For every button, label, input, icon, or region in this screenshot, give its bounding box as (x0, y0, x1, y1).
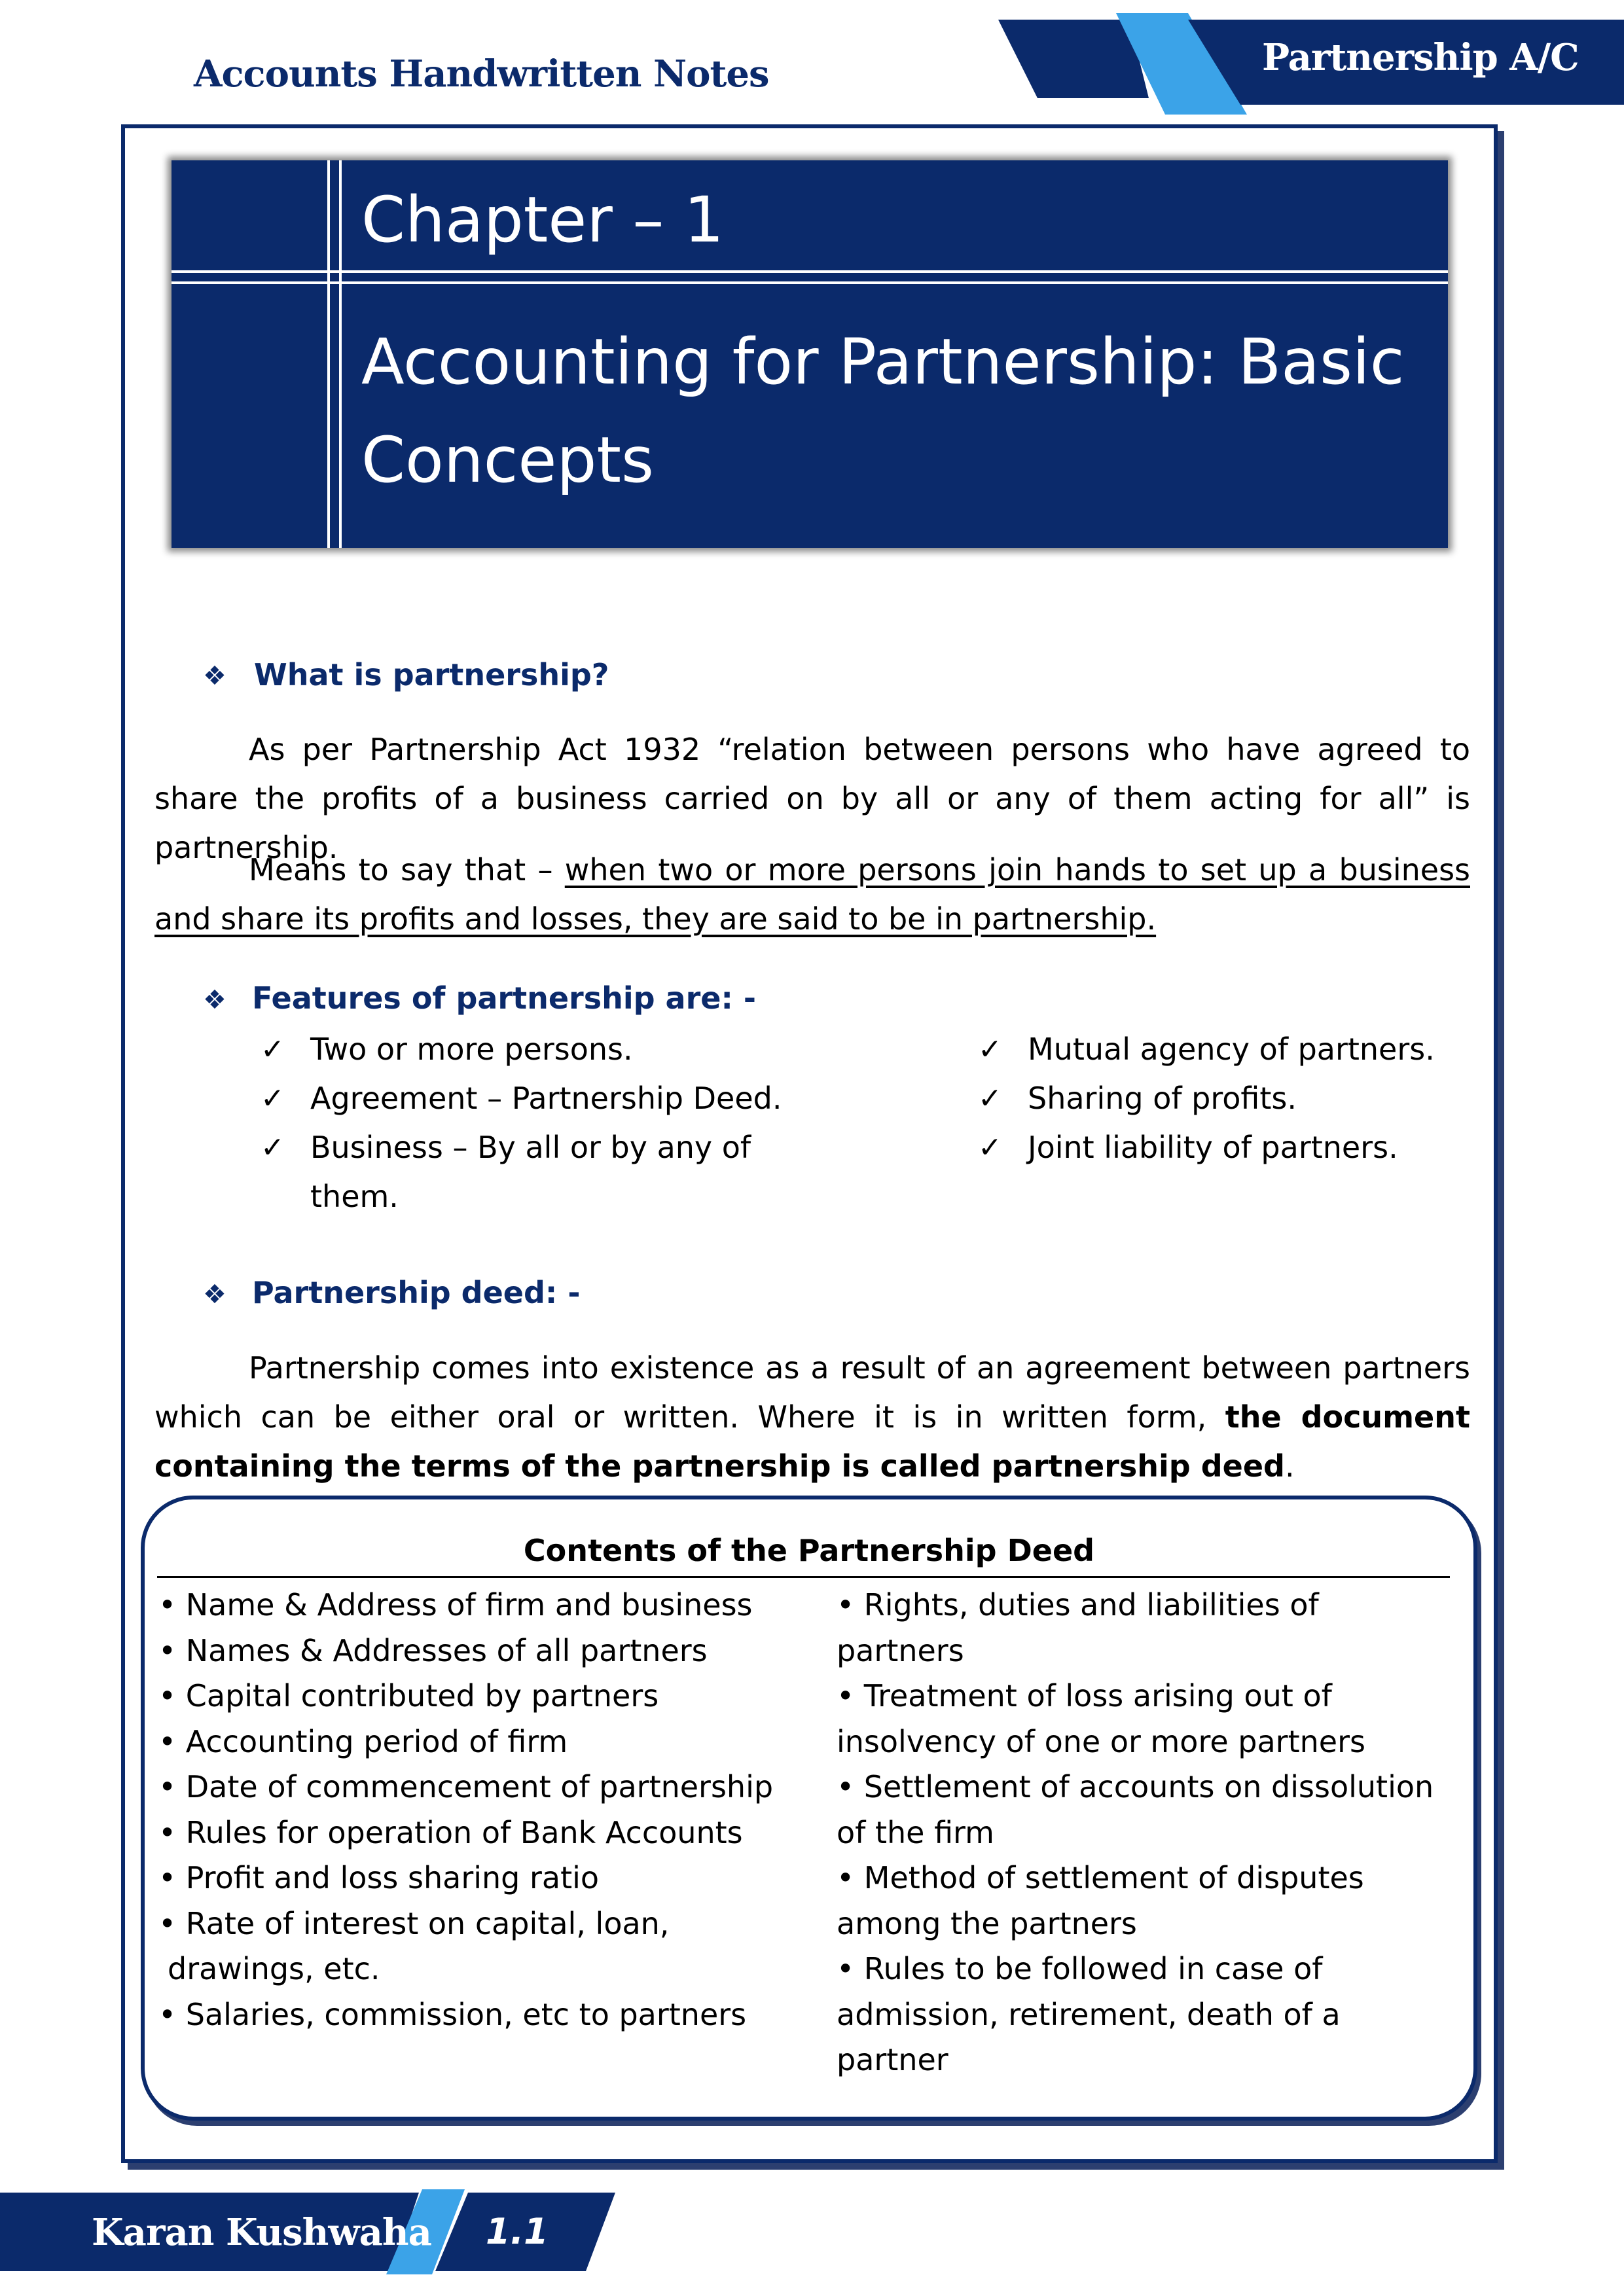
feature-item-text: Joint liability of partners. (1028, 1130, 1398, 1165)
header-right-title: Partnership A/C (1262, 36, 1579, 79)
paragraph-means-underlined: when two or more persons join hands to set up a business and share its profits and losses, they are said to be in partnership. (154, 852, 1470, 937)
feature-item-text: Two or more persons. (310, 1031, 633, 1067)
banner-horizontal-line-2 (171, 281, 1448, 284)
checkmark-icon: ✓ (261, 1131, 285, 1164)
deed-line: • Rules for operation of Bank Accounts (158, 1814, 743, 1850)
deed-line: • Method of settlement of disputes (837, 1860, 1364, 1895)
footer-author: Karan Kushwaha (92, 2211, 431, 2254)
paragraph-deed-bold: the document containing the terms of the partnership is called partnership deed (154, 1399, 1470, 1484)
deed-line: admission, retirement, death of a (837, 1996, 1341, 2032)
paragraph-means-prefix: Means to say that – (249, 852, 565, 888)
deed-line: • Names & Addresses of all partners (158, 1632, 708, 1668)
feature-item-text: Agreement – Partnership Deed. (310, 1081, 782, 1116)
paragraph-deed (154, 1344, 1470, 1491)
checkmark-icon: ✓ (261, 1033, 285, 1066)
feature-item (261, 1074, 804, 1123)
deed-line: • Rate of interest on capital, loan, (158, 1905, 670, 1941)
deed-line: • Capital contributed by partners (158, 1678, 659, 1713)
checkmark-icon: ✓ (978, 1131, 1002, 1164)
deed-line: • Date of commencement of partnership (158, 1769, 774, 1804)
page-number: 1.1 (486, 2211, 549, 2252)
section-heading-features: Features of partnership are: - (252, 980, 756, 1016)
paragraph-definition-text: As per Partnership Act 1932 “relation between persons who have agreed to share the profits of a business carried on by all or any of them acting for all” is partnership. (154, 732, 1470, 865)
deed-line: • Salaries, commission, etc to partners (158, 1996, 747, 2032)
deed-left-column (158, 1583, 813, 2037)
header-left-title: Accounts Handwritten Notes (194, 52, 769, 96)
checkmark-icon: ✓ (978, 1033, 1002, 1066)
deed-line: • Rules to be followed in case of (837, 1951, 1323, 1986)
paragraph-means (154, 846, 1470, 944)
banner-vertical-line-2 (339, 160, 342, 548)
deed-line: • Rights, duties and liabilities of (837, 1587, 1319, 1623)
diamond-bullet-icon: ❖ (203, 1280, 226, 1310)
deed-line: • Settlement of accounts on dissolution (837, 1769, 1434, 1804)
deed-right-column (837, 1583, 1458, 2083)
deed-line: among the partners (837, 1905, 1137, 1941)
feature-item (978, 1123, 1475, 1172)
paragraph-deed-suffix: . (1284, 1448, 1295, 1484)
chapter-title: Accounting for Partnership: Basic Concepts (361, 325, 1405, 497)
feature-item-text: Business – By all or by any of them. (310, 1130, 751, 1214)
deed-line: • Name & Address of firm and business (158, 1587, 753, 1623)
deed-line: insolvency of one or more partners (837, 1723, 1365, 1759)
feature-item (978, 1025, 1475, 1074)
diamond-bullet-icon: ❖ (203, 661, 226, 691)
banner-horizontal-line-1 (171, 270, 1448, 273)
feature-item (978, 1074, 1475, 1123)
banner-vertical-line-1 (327, 160, 330, 548)
deed-line: • Treatment of loss arising out of (837, 1678, 1332, 1713)
feature-item-text: Sharing of profits. (1028, 1081, 1297, 1116)
deed-line: partners (837, 1632, 964, 1668)
feature-item (261, 1123, 804, 1221)
section-heading-what: What is partnership? (254, 657, 609, 692)
checkmark-icon: ✓ (978, 1082, 1002, 1115)
deed-box-divider (157, 1576, 1450, 1578)
feature-item-text: Mutual agency of partners. (1028, 1031, 1435, 1067)
diamond-bullet-icon: ❖ (203, 985, 226, 1015)
chapter-label: Chapter – 1 (361, 183, 724, 257)
deed-box-title: Contents of the Partnership Deed (523, 1533, 1095, 1568)
deed-line: drawings, etc. (168, 1951, 380, 1986)
deed-line: • Accounting period of firm (158, 1723, 568, 1759)
deed-line: of the firm (837, 1814, 994, 1850)
paragraph-deed-prefix: Partnership comes into existence as a result of an agreement between partners which can be either oral or written. Where it is in written form, (154, 1350, 1470, 1435)
feature-item (261, 1025, 804, 1074)
checkmark-icon: ✓ (261, 1082, 285, 1115)
section-heading-deed: Partnership deed: - (252, 1275, 581, 1310)
deed-line: partner (837, 2042, 948, 2077)
deed-line: • Profit and loss sharing ratio (158, 1860, 600, 1895)
